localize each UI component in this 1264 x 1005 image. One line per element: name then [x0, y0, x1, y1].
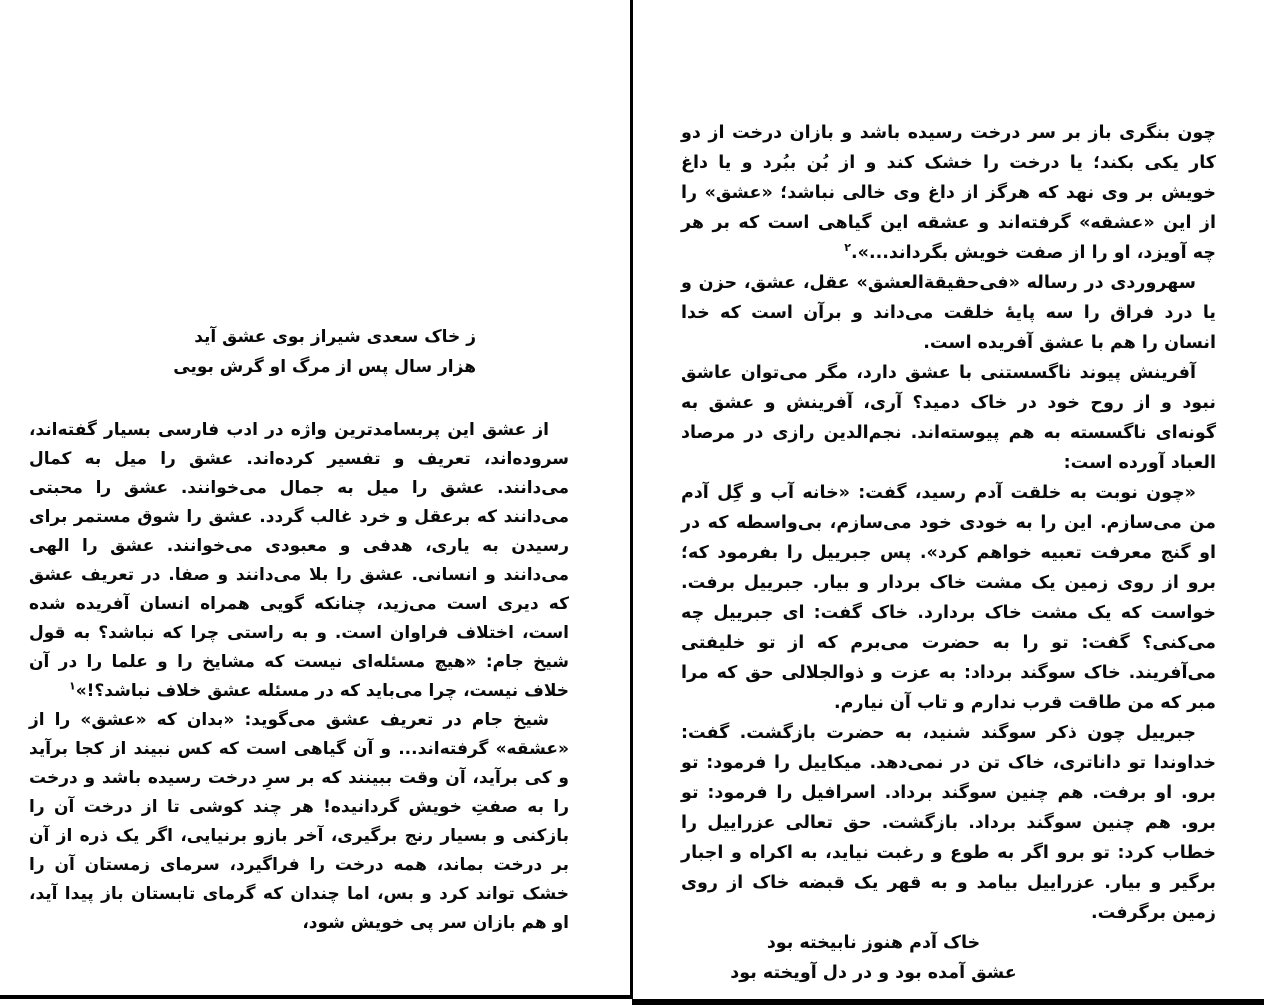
body-paragraph [681, 358, 1216, 478]
bottom-rule-right [632, 999, 1264, 1005]
paragraph-text: آفرینش پیوند ناگسستنی با عشق دارد، مگر می‌توان عاشق نبود و از روح خود در خاک دمید؟ آری، آفرینش و عشق به گونه‌ای ناگسسته به هم پیوسته‌اند. نجم‌الدین رازی در مرصاد العباد آورده است: [681, 363, 1216, 473]
verse-line: خاک آدم هنوز نابیخته بود [766, 933, 981, 953]
paragraph-text: شیخ جام در تعریف عشق می‌گوید: «بدان که «عشق» را از «عشقه» گرفته‌اند... و آن گیاهی است که کس نبیند از کجا برآید و کی برآید، آن وقت ببینند که بر سرِ درخت رسیده باشد و درخت را به صفتِ خویش گردانیده! هر چند کوشی تا از درخت آن را بازکنی و بسیار رنج برگیری، آخر بازو برنیایی، اگر یک ذره از آن بر درخت بماند، همه درخت را فراگیرد، سرمای زمستان آن را خشک تواند کرد و بس، اما چندان که گرمای تابستان باز پیدا آید، او هم بازان سر پی خویش شود، [29, 710, 569, 933]
footnote-marker: ۱ [68, 679, 76, 693]
body-paragraph [681, 478, 1216, 718]
body-paragraph [29, 706, 569, 938]
bottom-rule-left [0, 995, 632, 999]
paragraph-text: سهروردی در رساله «فی‌حقیقةالعشق» عقل، عشق، حزن و یا درد فراق را سه پایهٔ خلقت می‌داند و برآن است که خدا انسان را هم با عشق آفریده است. [681, 273, 1216, 353]
page-spine-divider [630, 0, 633, 999]
verse-line: عشق آمده بود و در دل آویخته بود [730, 963, 1017, 983]
verse-line: ز خاک سعدی شیراز بوی عشق آید [194, 327, 476, 347]
body-paragraph [681, 718, 1216, 928]
verse-couplet [681, 928, 1216, 988]
verse-line: هزار سال پس از مرگ او گرش بویی [173, 357, 476, 377]
footnote-marker: ۲ [844, 241, 852, 255]
body-paragraph [29, 416, 569, 706]
paragraph-text: چون بنگری باز بر سر درخت رسیده باشد و بازان درخت از دو کار یکی بکند؛ یا درخت را خشک کند و از بُن ببُرد و یا داغ خویش بر وی نهد که هرگز از داغ وی خالی نباشد؛ «عشق» را از این «عشقه» گرفته‌اند و عشقه این گیاهی است که بر هر چه آویزد، او را از صفت خویش بگرداند...». [681, 123, 1216, 263]
paragraph-text: «چون نوبت به خلقت آدم رسید، گفت: «خانه آب و گِل آدم من می‌سازم. این را به خودی خود می‌سازم، بی‌واسطه که در او گنج معرفت تعبیه خواهم کرد». پس جبرییل را بفرمود که؛ برو از روی زمین یک مشت خاک بردار و بیار. جبرییل برفت. خواست که یک مشت خاک بردارد. خاک گفت: ای جبرییل چه می‌کنی؟ گفت: تو را به حضرت می‌برم که از تو خلیفتی می‌آفریند. خاک سوگند برداد: به عزت و ذوالجلالی حق که مرا مبر که من طاقت قرب ندارم و تاب آن نیارم. [681, 483, 1216, 713]
right-page [632, 0, 1264, 1005]
verse-couplet [29, 322, 569, 382]
paragraph-text: جبرییل چون ذکر سوگند شنید، به حضرت بازگشت. گفت: خداوندا تو داناتری، خاک تن در نمی‌دهد. میکاییل را فرمود: تو برو. او برفت. هم چنین سوگند برداد. اسرافیل را فرمود: تو برو. هم چنین سوگند برداد. بازگشت. حق تعالی عزراییل را خطاب کرد: تو برو اگر به طوع و رغبت نیاید، به اکراه و اجبار برگیر و بیار. عزراییل بیامد و به قهر یک قبضه خاک از روی زمین برگرفت. [681, 723, 1216, 923]
body-paragraph [681, 268, 1216, 358]
body-paragraph [681, 118, 1216, 268]
paragraph-text: از عشق این پربسامدترین واژه در ادب فارسی بسیار گفته‌اند، سروده‌اند، تعریف و تفسیر کرده‌اند. عشق را میل به کمال می‌دانند. عشق را میل به جمال می‌خوانند. عشق را محبتی می‌دانند که برعقل و خرد غالب گردد. عشق را شوق مستمر برای رسیدن به یاری، هدفی و معبودی می‌خوانند. عشق را الهی می‌دانند و انسانی. عشق را بلا می‌دانند و صفا. در تعریف عشق که دیری است می‌زید، چنانکه گویی همراه انسان آفریده شده است، اختلاف فراوان است. و به راستی چرا که نباشد؟ به قول شیخ جام: «هیچ مسئله‌ای نیست که مشایخ را و علما را در آن خلاف نیست، چرا می‌باید که در مسئله عشق خلاف نباشد؟!» [29, 420, 569, 701]
